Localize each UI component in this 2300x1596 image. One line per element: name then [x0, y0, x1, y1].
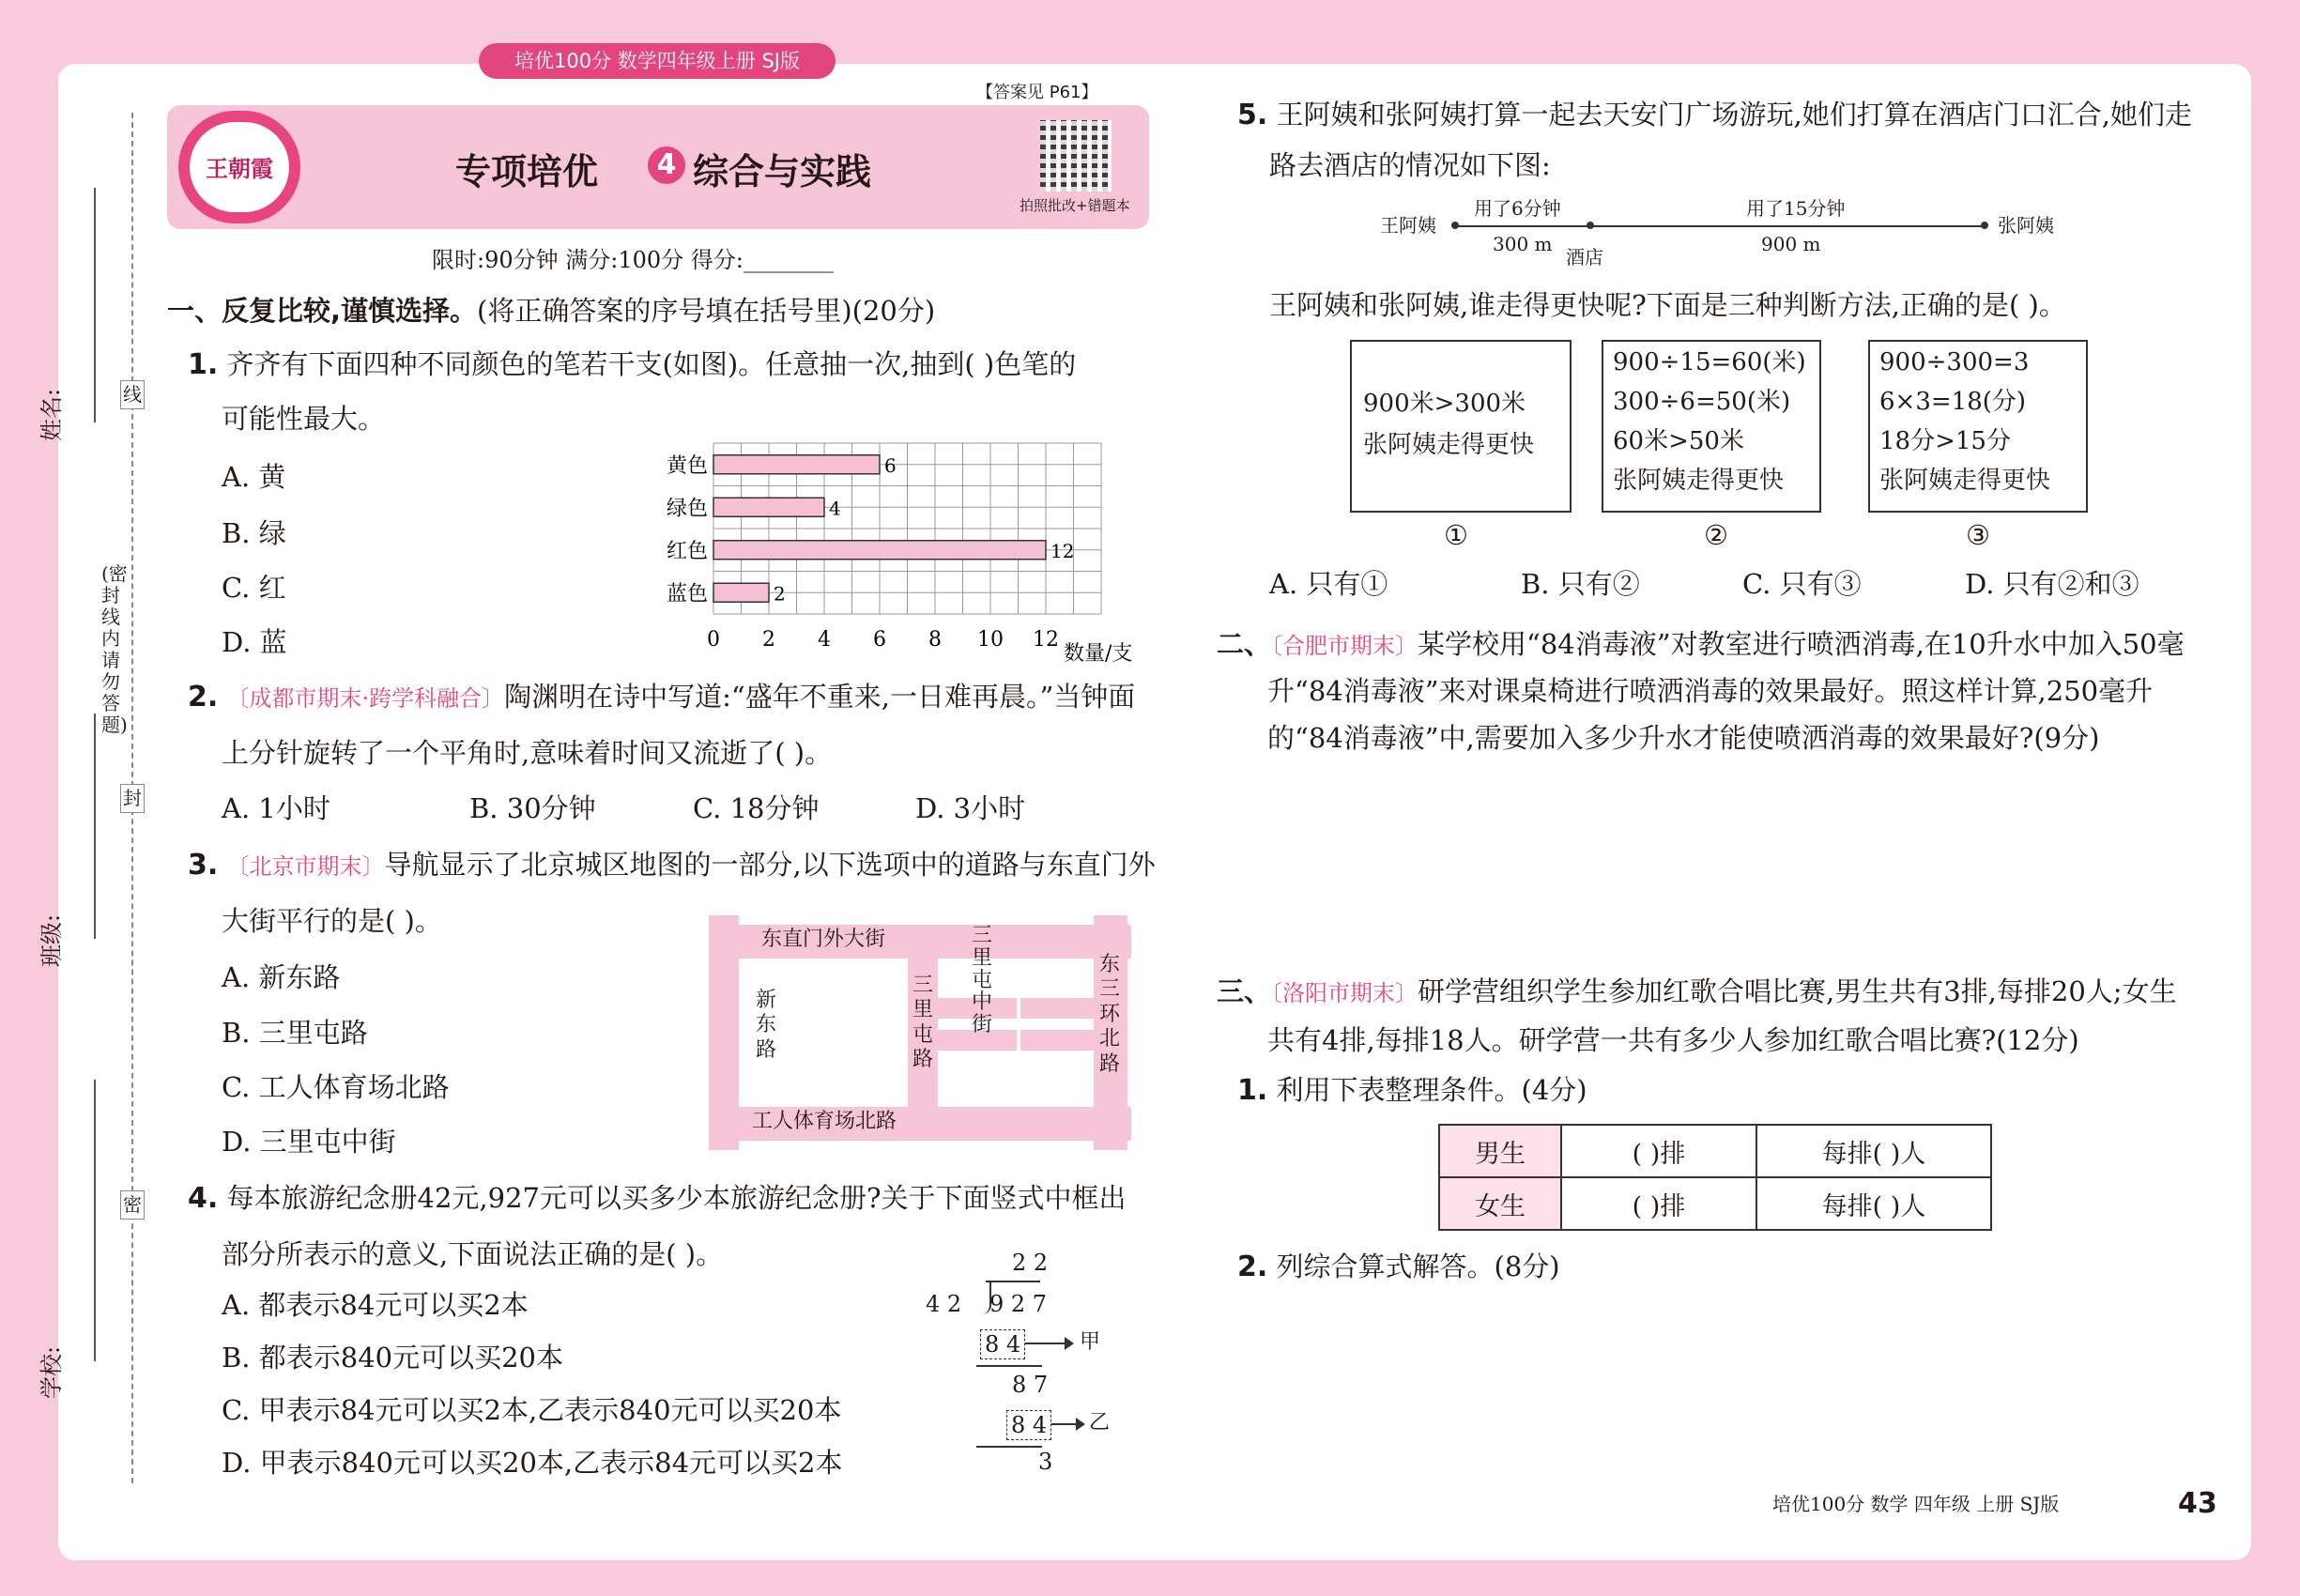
long-division — [920, 1249, 1136, 1474]
title-prefix: 专项培优 — [455, 151, 599, 192]
q2-option-d[interactable]: D. 3小时 — [915, 792, 1026, 824]
section1-heading: 一、反复比较,谨慎选择。(将正确答案的序号填在括号里)(20分) — [167, 295, 936, 327]
q2-option-b[interactable]: B. 30分钟 — [469, 792, 596, 824]
section3-sub2: 2. 列综合算式解答。(8分) — [1237, 1251, 1560, 1283]
q5-option-d[interactable]: D. 只有②和③ — [1965, 568, 2139, 600]
q1-option-a[interactable]: A. 黄 — [222, 461, 286, 493]
q5-option-b[interactable]: B. 只有② — [1521, 568, 1640, 600]
method-3-box: 900÷300=3 6×3=18(分) 18分>15分 张阿姨走得更快 — [1868, 340, 2088, 513]
chart-data-label: 4 — [829, 497, 841, 520]
footer-text: 培优100分 数学 四年级 上册 SJ版 — [1772, 1493, 2060, 1515]
road-map — [709, 915, 1131, 1150]
boys-rows-input[interactable]: ( )排 — [1561, 1125, 1756, 1177]
chart-tick-label: 0 — [707, 628, 720, 652]
div-step1: 8 4 — [980, 1329, 1025, 1359]
method-2-mark: ② — [1704, 519, 1728, 551]
girls-rows-input[interactable]: ( )排 — [1561, 1177, 1756, 1230]
page-number: 43 — [2178, 1487, 2217, 1520]
chart-bar — [713, 541, 1046, 560]
q4-option-a[interactable]: A. 都表示84元可以买2本 — [222, 1289, 529, 1321]
chart-data-label: 6 — [884, 453, 897, 477]
section3-answer-area[interactable] — [1267, 1296, 2093, 1465]
qr-caption: 拍照批改+错题本 — [1020, 197, 1130, 214]
chart-category-label: 绿色 — [666, 497, 708, 521]
right-person: 张阿姨 — [1998, 214, 2054, 237]
div-divisor: 4 2 — [926, 1291, 962, 1317]
chart-tick-label: 10 — [977, 628, 1004, 652]
div-remainder: 3 — [1038, 1449, 1053, 1475]
left-time: 用了6分钟 — [1474, 197, 1561, 220]
q3-line2: 大街平行的是( )。 — [222, 905, 442, 937]
section3: 三、〔洛阳市期末〕研学营组织学生参加红歌合唱比赛,男生共有3排,每排20人;女生 — [1217, 975, 2177, 1007]
qr-code-overlay — [1040, 120, 1112, 192]
chart-category-label: 蓝色 — [666, 582, 708, 606]
chart-data-label: 2 — [774, 582, 786, 606]
class-label: 班级: — [38, 913, 65, 967]
div-label1: 甲 — [1080, 1330, 1101, 1354]
map-right-road: 东三环北路 — [1099, 953, 1121, 1076]
name-label: 姓名: — [38, 388, 65, 441]
q2: 2. 〔成都市期末·跨学科融合〕陶渊明在诗中写道:“盛年不重来,一日难再晨。”当钟面 — [188, 681, 1136, 714]
map-mid-road: 三里屯路 — [912, 974, 934, 1072]
walk-diagram — [1371, 197, 2084, 272]
map-bottom-road: 工人体育场北路 — [752, 1110, 897, 1133]
q4-option-b[interactable]: B. 都表示840元可以买20本 — [222, 1342, 564, 1373]
q4-option-d[interactable]: D. 甲表示840元可以买20本,乙表示84元可以买2本 — [222, 1447, 843, 1479]
method-2-box: 900÷15=60(米) 300÷6=50(米) 60米>50米 张阿姨走得更快 — [1602, 340, 1821, 513]
div-remain1: 8 7 — [1012, 1372, 1049, 1398]
q4: 4. 每本旅游纪念册42元,927元可以买多少本旅游纪念册?关于下面竖式中框出 — [188, 1182, 1127, 1215]
school-label: 学校: — [38, 1345, 65, 1399]
chart-bar — [713, 455, 880, 474]
hotel: 酒店 — [1566, 246, 1603, 269]
map-mid-street: 三里屯中街 — [972, 924, 993, 1036]
table-cell-label: 女生 — [1439, 1177, 1561, 1230]
div-label2: 乙 — [1089, 1411, 1111, 1435]
chart-tick-label: 6 — [873, 628, 886, 652]
div-step2: 8 4 — [1006, 1410, 1051, 1440]
title-number-badge: 4 — [648, 146, 685, 184]
q1-option-d[interactable]: D. 蓝 — [222, 626, 287, 658]
chart-tick-label: 4 — [818, 628, 831, 652]
div-quotient: 2 2 — [1012, 1250, 1049, 1276]
class-line — [94, 714, 96, 939]
div-dividend: 9 2 7 — [989, 1291, 1048, 1317]
q3-option-d[interactable]: D. 三里屯中街 — [222, 1126, 396, 1158]
table-cell-label: 男生 — [1439, 1125, 1561, 1177]
chart-tick-label: 12 — [1033, 628, 1059, 652]
series-label: 培优100分 数学四年级上册 SJ版 — [479, 43, 836, 79]
right-time: 用了15分钟 — [1746, 197, 1846, 220]
line-mark: 线 — [120, 380, 145, 409]
section2-answer-area[interactable] — [1267, 770, 2093, 958]
q2-option-a[interactable]: A. 1小时 — [222, 792, 330, 824]
name-line — [94, 188, 96, 422]
answer-ref: 【答案见 P61】 — [976, 83, 1098, 102]
chart-tick-label: 8 — [928, 628, 942, 652]
table-row — [1439, 1125, 1991, 1177]
method-1-box: 900米>300米 张阿姨走得更快 — [1350, 340, 1572, 513]
method-1-mark: ① — [1444, 519, 1468, 551]
section3-sub1: 1. 利用下表整理条件。(4分) — [1237, 1074, 1587, 1107]
boys-per-row-input[interactable]: 每排( )人 — [1756, 1125, 1991, 1177]
pen-color-chart — [648, 432, 1155, 676]
chart-data-label: 12 — [1050, 539, 1075, 562]
q3-option-b[interactable]: B. 三里屯路 — [222, 1017, 368, 1049]
left-person: 王阿姨 — [1380, 214, 1436, 237]
logo-text: 王朝霞 — [206, 156, 273, 182]
q2-option-c[interactable]: C. 18分钟 — [693, 792, 820, 824]
chart-tick-label: 2 — [762, 628, 775, 652]
q5: 5. 王阿姨和张阿姨打算一起去天安门广场游玩,她们打算在酒店门口汇合,她们走 — [1237, 99, 2192, 131]
seal-mark: 封 — [120, 784, 145, 813]
q1-line2: 可能性最大。 — [222, 403, 386, 435]
method-3-mark: ③ — [1966, 519, 1990, 551]
section2: 二、〔合肥市期末〕某学校用“84消毒液”对教室进行喷洒消毒,在10升水中加入50毫 — [1217, 628, 2185, 660]
map-top-road: 东直门外大街 — [761, 928, 886, 951]
seal-mark-2: 密 — [120, 1190, 145, 1220]
q1-option-b[interactable]: B. 绿 — [222, 517, 286, 549]
q2-line2: 上分针旋转了一个平角时,意味着时间又流逝了( )。 — [222, 737, 833, 769]
q3-option-a[interactable]: A. 新东路 — [222, 961, 341, 993]
q5-question: 王阿姨和张阿姨,谁走得更快呢?下面是三种判断方法,正确的是( )。 — [1269, 289, 2066, 321]
chart-bar — [713, 583, 769, 602]
q4-line2: 部分所表示的意义,下面说法正确的是( )。 — [222, 1238, 724, 1270]
logo — [178, 111, 300, 223]
q3: 3. 〔北京市期末〕导航显示了北京城区地图的一部分,以下选项中的道路与东直门外 — [188, 849, 1156, 882]
chart-category-label: 红色 — [666, 539, 708, 563]
q5-line2: 路去酒店的情况如下图: — [1269, 149, 1551, 181]
school-line — [94, 1080, 96, 1361]
section3-line2: 共有4排,每排18人。研学营一共有多少人参加红歌合唱比赛?(12分) — [1267, 1024, 2079, 1056]
left-dist: 300 m — [1493, 233, 1553, 255]
q3-option-c[interactable]: C. 工人体育场北路 — [222, 1071, 450, 1103]
chart-category-label: 黄色 — [666, 453, 708, 478]
conditions-table — [1438, 1124, 1992, 1231]
right-dist: 900 m — [1761, 233, 1821, 255]
section2-line3: 的“84消毒液”中,需要加入多少升水才能使喷洒消毒的效果最好?(9分) — [1267, 722, 2100, 754]
q5-option-a[interactable]: A. 只有① — [1269, 568, 1388, 600]
binding-notice: (密封线内请勿答题) — [101, 562, 128, 736]
chart-bar — [713, 498, 824, 516]
q1: 1. 齐齐有下面四种不同颜色的笔若干支(如图)。任意抽一次,抽到( )色笔的 — [188, 348, 1077, 381]
girls-per-row-input[interactable]: 每排( )人 — [1756, 1177, 1991, 1230]
time-line: 限时:90分钟 满分:100分 得分:________ — [432, 247, 834, 273]
q5-option-c[interactable]: C. 只有③ — [1742, 568, 1862, 600]
arrow-1 — [1025, 1343, 1070, 1344]
chart-xlabel: 数量/支 — [1064, 642, 1133, 666]
q1-option-c[interactable]: C. 红 — [222, 572, 286, 604]
table-row — [1439, 1177, 1991, 1230]
q4-option-c[interactable]: C. 甲表示84元可以买2本,乙表示840元可以买20本 — [222, 1394, 842, 1426]
section2-line2: 升“84消毒液”来对课桌椅进行喷洒消毒的效果最好。照这样计算,250毫升 — [1267, 675, 2154, 707]
map-left-road: 新东路 — [756, 989, 777, 1062]
page-title: 综合与实践 — [693, 151, 872, 192]
